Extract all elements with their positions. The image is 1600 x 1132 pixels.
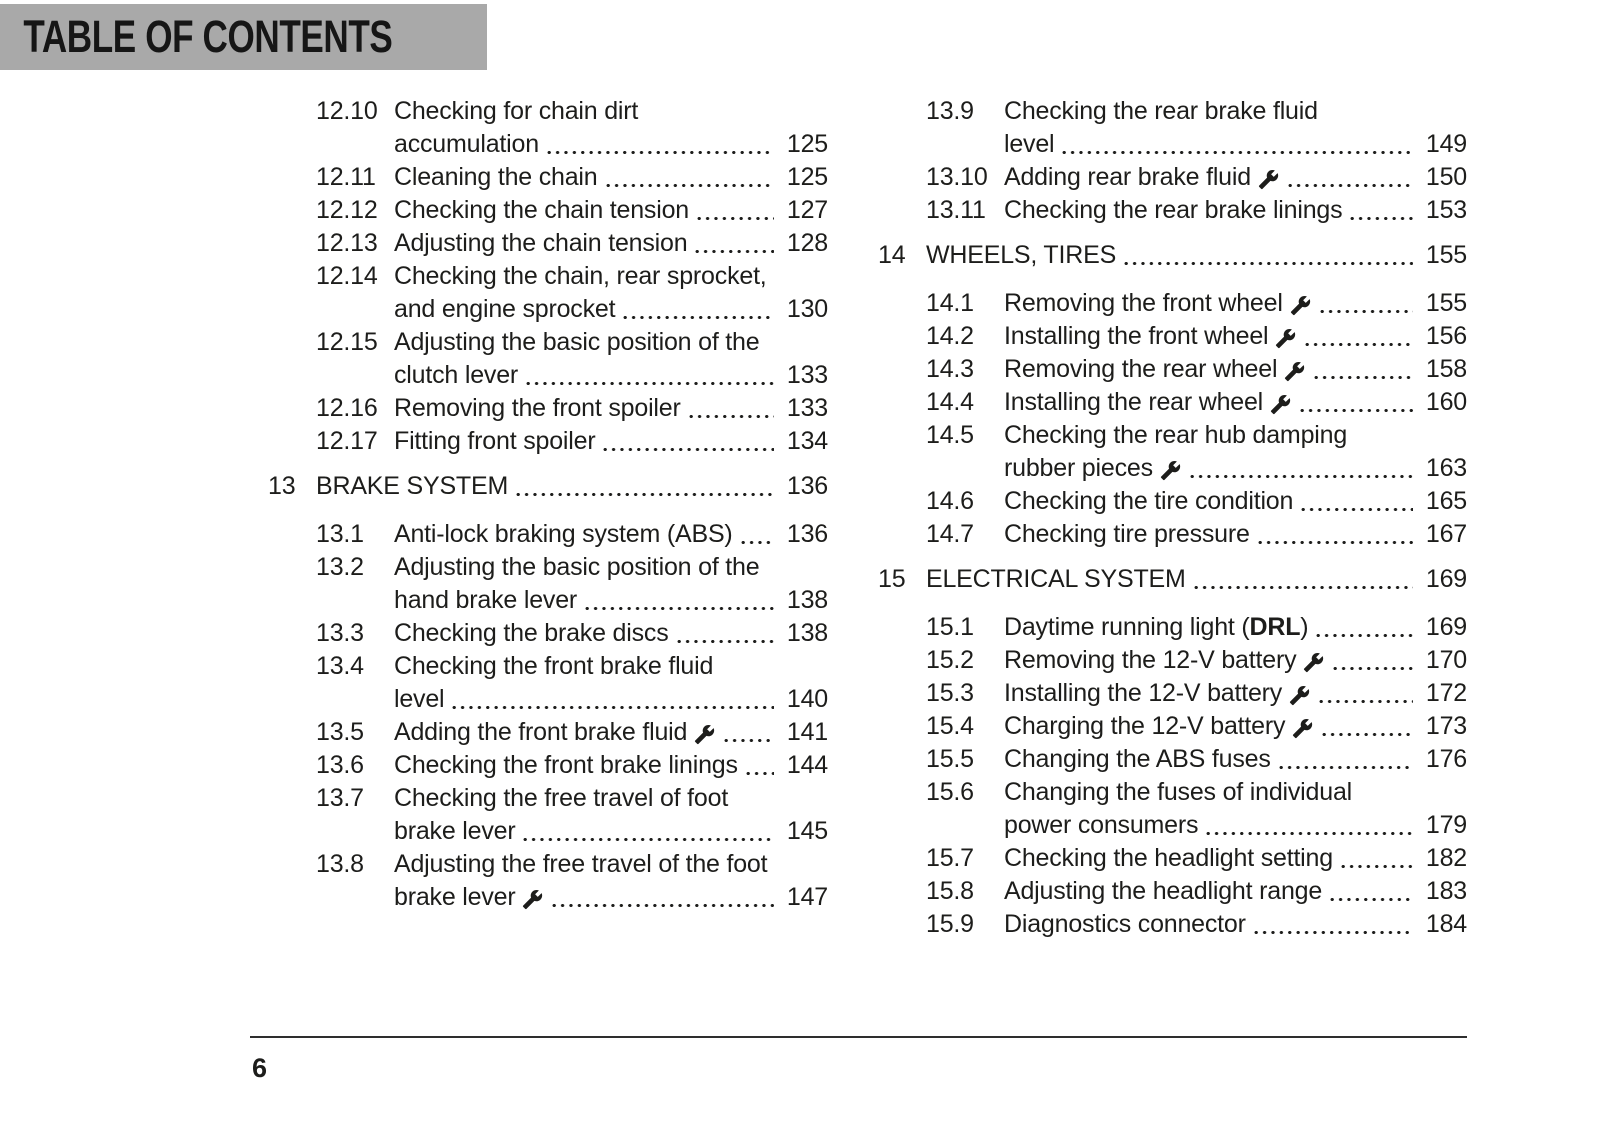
entry-number: 15.8	[926, 877, 974, 905]
entry-number: 14.1	[926, 289, 974, 317]
toc-entry	[926, 485, 1467, 518]
entry-page: 125	[786, 163, 828, 191]
entry-title: Installing the 12-V battery	[1004, 679, 1283, 707]
toc-entry	[316, 260, 828, 326]
dot-leader	[1318, 287, 1413, 320]
wrench-icon	[1289, 685, 1310, 706]
toc-entry-line	[316, 881, 828, 914]
entry-number: 13.6	[316, 751, 364, 779]
entry-title: Daytime running light (DRL)	[1004, 613, 1309, 641]
entry-number: 12.17	[316, 427, 378, 455]
toc-entry	[926, 161, 1467, 194]
entry-title: Charging the 12-V battery	[1004, 712, 1286, 740]
toc-entry-line	[316, 617, 828, 650]
entry-title: Cleaning the chain	[394, 163, 598, 191]
entry-page: 176	[1425, 745, 1467, 773]
entry-page: 150	[1425, 163, 1467, 191]
toc-entry-line	[926, 908, 1467, 941]
dot-leader	[601, 425, 774, 458]
entry-number: 12.16	[316, 394, 378, 422]
entry-title: Removing the 12-V battery	[1004, 646, 1297, 674]
entry-title: Checking the rear hub damping	[1004, 421, 1348, 449]
entry-number: 15	[878, 565, 906, 593]
wrench-icon	[1303, 652, 1324, 673]
toc-entry	[926, 419, 1467, 485]
toc-entry-line	[926, 353, 1467, 386]
entry-number: 15.3	[926, 679, 974, 707]
toc-entry-line	[316, 392, 828, 425]
dot-leader	[1256, 518, 1413, 551]
entry-title: Installing the rear wheel	[1004, 388, 1264, 416]
toc-entry	[316, 551, 828, 617]
toc-entry-line	[316, 683, 828, 716]
toc-entry-line	[926, 128, 1467, 161]
entry-title: power consumers	[1004, 811, 1199, 839]
entry-page: 149	[1425, 130, 1467, 158]
toc-entry-line	[926, 419, 1467, 452]
entry-page: 127	[786, 196, 828, 224]
dot-leader	[1204, 809, 1413, 842]
entry-number: 13.10	[926, 163, 988, 191]
dot-leader	[744, 749, 774, 782]
toc-entry-line	[316, 749, 828, 782]
entry-number: 13.9	[926, 97, 974, 125]
toc-entry-line	[926, 485, 1467, 518]
toc-entry	[926, 776, 1467, 842]
dot-leader	[521, 815, 774, 848]
dot-leader	[1252, 908, 1413, 941]
entry-title: Adjusting the free travel of the foot	[394, 850, 768, 878]
entry-title: BRAKE SYSTEM	[316, 472, 509, 500]
toc-entry	[316, 518, 828, 551]
toc-entry-line	[316, 359, 828, 392]
toc-entry	[926, 908, 1467, 941]
toc-entry-line	[926, 743, 1467, 776]
toc-entry-line	[316, 425, 828, 458]
toc-entry-line	[316, 551, 828, 584]
entry-title: Installing the front wheel	[1004, 322, 1269, 350]
toc-entry	[926, 95, 1467, 161]
entry-title: Adding the front brake fluid	[394, 718, 688, 746]
toc-entry-line	[316, 161, 828, 194]
entry-title: Checking for chain dirt	[394, 97, 639, 125]
toc-entry-line	[926, 194, 1467, 227]
dot-leader	[1060, 128, 1413, 161]
entry-title: Checking the headlight setting	[1004, 844, 1333, 872]
entry-title: WHEELS, TIRES	[926, 241, 1117, 269]
toc-entry	[878, 239, 1467, 272]
entry-page: 155	[1425, 241, 1467, 269]
entry-page: 147	[786, 883, 828, 911]
entry-title: Checking the rear brake fluid	[1004, 97, 1318, 125]
entry-page: 138	[786, 619, 828, 647]
entry-number: 12.10	[316, 97, 378, 125]
toc-entry-line	[316, 128, 828, 161]
toc-entry-line	[316, 326, 828, 359]
entry-page: 125	[786, 130, 828, 158]
wrench-icon	[522, 889, 543, 910]
entry-title: Checking the tire condition	[1004, 487, 1294, 515]
wrench-icon	[1290, 295, 1311, 316]
dot-leader	[693, 227, 774, 260]
entry-number: 15.5	[926, 745, 974, 773]
entry-number: 14.7	[926, 520, 974, 548]
dot-leader	[1328, 875, 1413, 908]
toc-entry	[926, 677, 1467, 710]
toc-entry	[926, 875, 1467, 908]
entry-page: 155	[1425, 289, 1467, 317]
toc-entry	[878, 563, 1467, 596]
entry-title: Adjusting the basic position of the	[394, 328, 760, 356]
dot-leader	[1314, 611, 1413, 644]
dot-leader	[1331, 644, 1413, 677]
entry-number: 12.11	[316, 163, 376, 191]
toc-entry	[926, 320, 1467, 353]
toc-entry	[316, 617, 828, 650]
dot-leader	[739, 518, 774, 551]
entry-page: 136	[786, 472, 828, 500]
toc-entry-line	[926, 644, 1467, 677]
toc-entry	[316, 392, 828, 425]
entry-page: 140	[786, 685, 828, 713]
entry-number: 13.2	[316, 553, 364, 581]
toc-entry-line	[316, 518, 828, 551]
entry-page: 128	[786, 229, 828, 257]
entry-number: 13.7	[316, 784, 364, 812]
entry-title: Removing the rear wheel	[1004, 355, 1278, 383]
toc-entry-line	[878, 563, 1467, 596]
entry-number: 13.4	[316, 652, 364, 680]
entry-title: ELECTRICAL SYSTEM	[926, 565, 1186, 593]
wrench-icon	[1258, 169, 1279, 190]
entry-number: 14	[878, 241, 906, 269]
toc-entry-line	[926, 776, 1467, 809]
entry-title: Adjusting the chain tension	[394, 229, 688, 257]
entry-number: 13.8	[316, 850, 364, 878]
entry-title: level	[1004, 130, 1055, 158]
dot-leader	[583, 584, 774, 617]
dot-leader	[687, 392, 774, 425]
page-number: 6	[252, 1053, 268, 1083]
entry-title: hand brake lever	[394, 586, 578, 614]
entry-page: 165	[1425, 487, 1467, 515]
entry-page: 163	[1425, 454, 1467, 482]
entry-page: 172	[1425, 679, 1467, 707]
entry-page: 184	[1425, 910, 1467, 938]
entry-title: Anti-lock braking system (ABS)	[394, 520, 733, 548]
dot-leader	[1320, 710, 1413, 743]
entry-page: 160	[1425, 388, 1467, 416]
entry-number: 14.5	[926, 421, 974, 449]
toc-entry-line	[926, 710, 1467, 743]
entry-title: Checking the free travel of foot	[394, 784, 729, 812]
page-title: TABLE OF CONTENTS	[23, 11, 393, 62]
toc-entry-line	[316, 815, 828, 848]
entry-number: 15.1	[926, 613, 974, 641]
entry-page: 130	[786, 295, 828, 323]
wrench-icon	[1160, 460, 1181, 481]
entry-number: 15.4	[926, 712, 974, 740]
entry-title: Checking the rear brake linings	[1004, 196, 1343, 224]
toc-entry-line	[926, 842, 1467, 875]
toc-entry-line	[316, 95, 828, 128]
toc-entry-line	[926, 95, 1467, 128]
entry-title: level	[394, 685, 445, 713]
entry-title: Adjusting the headlight range	[1004, 877, 1323, 905]
dot-leader	[1298, 386, 1413, 419]
dot-leader	[1339, 842, 1413, 875]
toc-entry	[926, 518, 1467, 551]
toc-entry	[316, 326, 828, 392]
entry-number: 13	[268, 472, 296, 500]
entry-title: Checking tire pressure	[1004, 520, 1250, 548]
dot-leader	[695, 194, 774, 227]
entry-title: Removing the front wheel	[1004, 289, 1283, 317]
entry-title: brake lever	[394, 817, 516, 845]
entry-number: 13.5	[316, 718, 364, 746]
wrench-icon	[1275, 328, 1296, 349]
dot-leader	[1286, 161, 1413, 194]
entry-title: Checking the brake discs	[394, 619, 669, 647]
entry-number: 15.6	[926, 778, 974, 806]
dot-leader	[621, 293, 774, 326]
toc-entry-line	[316, 260, 828, 293]
entry-title: brake lever	[394, 883, 516, 911]
entry-number: 13.3	[316, 619, 364, 647]
dot-leader	[1312, 353, 1413, 386]
toc-entry-line	[268, 470, 828, 503]
dot-leader	[1303, 320, 1413, 353]
entry-number: 13.11	[926, 196, 986, 224]
entry-title: Checking the chain tension	[394, 196, 689, 224]
entry-title: Removing the front spoiler	[394, 394, 681, 422]
entry-page: 169	[1425, 613, 1467, 641]
toc-entry	[316, 749, 828, 782]
entry-title: Changing the fuses of individual	[1004, 778, 1353, 806]
entry-page: 145	[786, 817, 828, 845]
entry-title: Checking the front brake linings	[394, 751, 738, 779]
toc-entry	[926, 611, 1467, 644]
toc-entry-line	[926, 386, 1467, 419]
toc-entry	[926, 743, 1467, 776]
entry-page: 133	[786, 361, 828, 389]
entry-number: 14.3	[926, 355, 974, 383]
toc-entry-line	[926, 320, 1467, 353]
entry-title: clutch lever	[394, 361, 519, 389]
dot-leader	[1122, 239, 1413, 272]
page-header	[0, 4, 487, 70]
toc-entry-line	[878, 239, 1467, 272]
toc-entry	[316, 425, 828, 458]
toc-entry-line	[316, 584, 828, 617]
toc-entry	[316, 848, 828, 914]
entry-number: 15.2	[926, 646, 974, 674]
entry-number: 14.6	[926, 487, 974, 515]
dot-leader	[514, 470, 774, 503]
wrench-icon	[1270, 394, 1291, 415]
dot-leader	[1348, 194, 1413, 227]
toc-entry	[268, 470, 828, 503]
entry-page: 158	[1425, 355, 1467, 383]
entry-title: Adding rear brake fluid	[1004, 163, 1251, 191]
dot-leader	[1188, 452, 1413, 485]
toc-entry-line	[316, 848, 828, 881]
entry-page: 170	[1425, 646, 1467, 674]
toc-entry	[316, 716, 828, 749]
dot-leader	[675, 617, 774, 650]
entry-page: 144	[786, 751, 828, 779]
toc-entry	[926, 194, 1467, 227]
toc-column-right	[878, 95, 1467, 941]
wrench-icon	[694, 724, 715, 745]
entry-number: 14.2	[926, 322, 974, 350]
entry-number: 12.12	[316, 196, 378, 224]
entry-page: 138	[786, 586, 828, 614]
toc-entry-line	[316, 194, 828, 227]
entry-title: Fitting front spoiler	[394, 427, 596, 455]
entry-page: 167	[1425, 520, 1467, 548]
toc-entry-line	[926, 677, 1467, 710]
entry-page: 133	[786, 394, 828, 422]
entry-number: 12.13	[316, 229, 378, 257]
toc-entry	[316, 194, 828, 227]
entry-title: Diagnostics connector	[1004, 910, 1246, 938]
entry-page: 136	[786, 520, 828, 548]
entry-title: rubber pieces	[1004, 454, 1153, 482]
dot-leader	[1277, 743, 1413, 776]
toc-entry-line	[926, 875, 1467, 908]
toc-entry-line	[926, 452, 1467, 485]
entry-number: 14.4	[926, 388, 974, 416]
dot-leader	[1317, 677, 1413, 710]
toc-entry	[926, 842, 1467, 875]
entry-page: 169	[1425, 565, 1467, 593]
dot-leader	[550, 881, 774, 914]
toc-entry-line	[926, 809, 1467, 842]
entry-number: 15.9	[926, 910, 974, 938]
entry-page: 141	[786, 718, 828, 746]
dot-leader	[545, 128, 774, 161]
toc-entry-line	[316, 716, 828, 749]
entry-page: 173	[1425, 712, 1467, 740]
entry-page: 183	[1425, 877, 1467, 905]
entry-title: Changing the ABS fuses	[1004, 745, 1271, 773]
dot-leader	[604, 161, 775, 194]
toc-entry-line	[316, 227, 828, 260]
toc-entry	[316, 650, 828, 716]
entry-page: 156	[1425, 322, 1467, 350]
entry-page: 182	[1425, 844, 1467, 872]
toc-entry-line	[316, 782, 828, 815]
dot-leader	[1192, 563, 1413, 596]
toc-entry	[316, 227, 828, 260]
toc-entry	[926, 386, 1467, 419]
dot-leader	[722, 716, 774, 749]
entry-title: accumulation	[394, 130, 539, 158]
toc-entry	[926, 353, 1467, 386]
entry-title: and engine sprocket	[394, 295, 616, 323]
entry-number: 12.15	[316, 328, 378, 356]
entry-title: Checking the front brake fluid	[394, 652, 714, 680]
dot-leader	[450, 683, 774, 716]
entry-page: 179	[1425, 811, 1467, 839]
entry-page: 153	[1425, 196, 1467, 224]
wrench-icon	[1292, 718, 1313, 739]
toc-column-left	[268, 95, 828, 914]
toc-entry-line	[926, 161, 1467, 194]
dot-leader	[524, 359, 774, 392]
entry-number: 13.1	[316, 520, 364, 548]
footer-rule	[250, 1036, 1467, 1038]
toc-entry	[316, 161, 828, 194]
dot-leader	[1299, 485, 1413, 518]
toc-entry-line	[316, 650, 828, 683]
toc-entry	[316, 782, 828, 848]
wrench-icon	[1284, 361, 1305, 382]
toc-entry-line	[926, 518, 1467, 551]
toc-entry-line	[926, 611, 1467, 644]
entry-page: 134	[786, 427, 828, 455]
toc-entry-line	[926, 287, 1467, 320]
entry-title: Checking the chain, rear sprocket,	[394, 262, 767, 290]
toc-entry	[926, 644, 1467, 677]
entry-number: 15.7	[926, 844, 974, 872]
toc-entry	[926, 710, 1467, 743]
toc-entry	[926, 287, 1467, 320]
entry-title: Adjusting the basic position of the	[394, 553, 760, 581]
entry-number: 12.14	[316, 262, 378, 290]
toc-entry	[316, 95, 828, 161]
toc-entry-line	[316, 293, 828, 326]
